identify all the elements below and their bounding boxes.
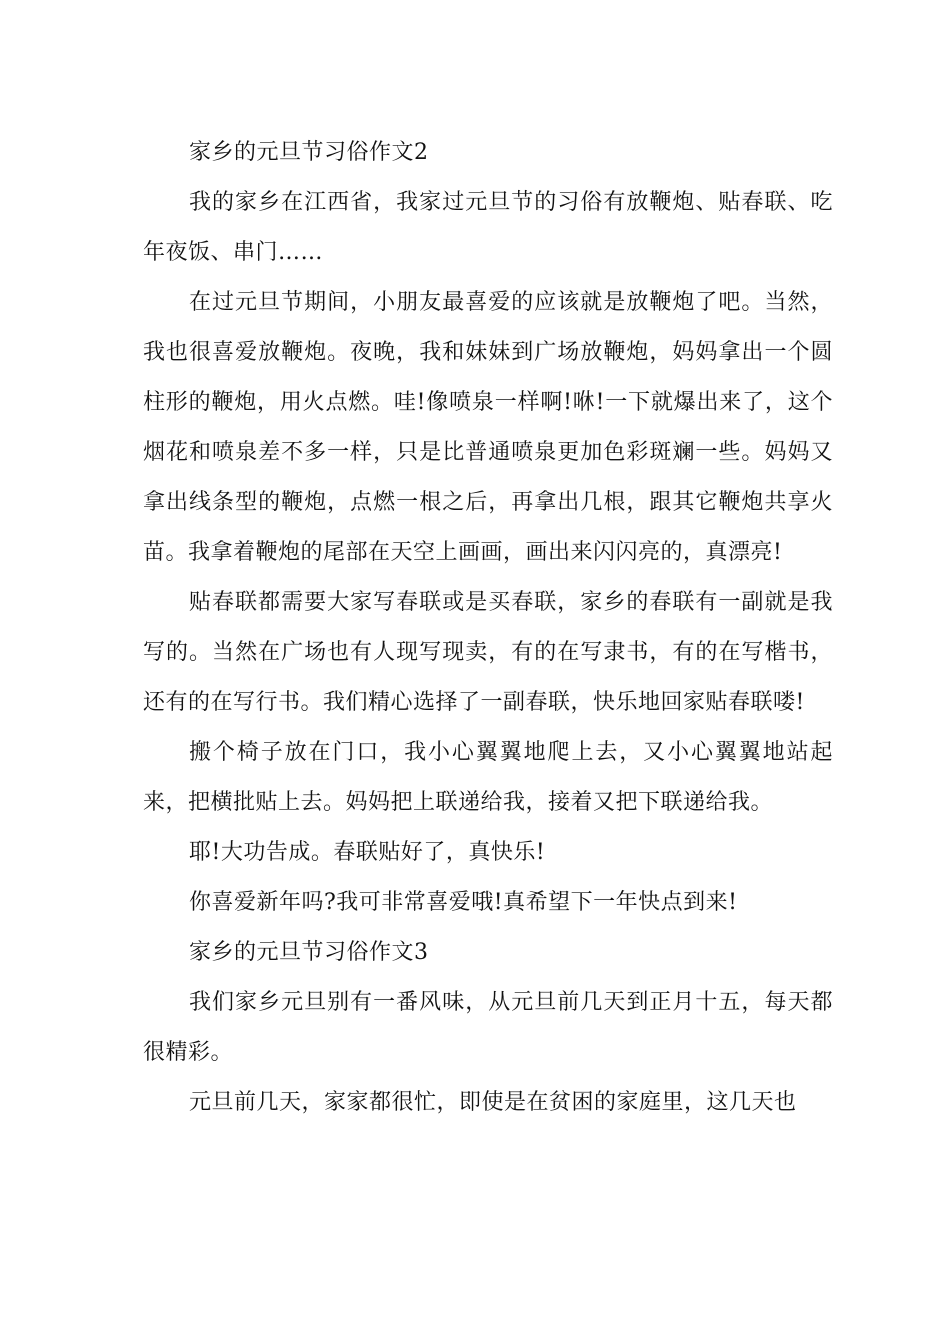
paragraph: 贴春联都需要大家写春联或是买春联，家乡的春联有一副就是我写的。当然在广场也有人现写现卖，有的在写隶书，有的在写楷书，还有的在写行书。我们精心选择了一副春联，快乐地回家贴春联喽!	[143, 590, 833, 715]
essay-title-3: 家乡的元旦节习俗作文3	[189, 940, 429, 965]
essay-title-2: 家乡的元旦节习俗作文2	[189, 140, 429, 165]
paragraph: 元旦前几天，家家都很忙，即使是在贫困的家庭里，这几天也	[189, 1090, 797, 1115]
document-body	[143, 128, 833, 1128]
paragraph: 耶!大功告成。春联贴好了，真快乐!	[189, 840, 546, 865]
paragraph: 我们家乡元旦别有一番风味，从元旦前几天到正月十五，每天都很精彩。	[143, 990, 833, 1065]
paragraph: 我的家乡在江西省，我家过元旦节的习俗有放鞭炮、贴春联、吃年夜饭、串门……	[143, 190, 833, 265]
paragraph: 搬个椅子放在门口，我小心翼翼地爬上去，又小心翼翼地站起来，把横批贴上去。妈妈把上联递给我，接着又把下联递给我。	[143, 740, 833, 815]
paragraph: 你喜爱新年吗?我可非常喜爱哦!真希望下一年快点到来!	[189, 890, 738, 915]
paragraph: 在过元旦节期间，小朋友最喜爱的应该就是放鞭炮了吧。当然，我也很喜爱放鞭炮。夜晚，我和妹妹到广场放鞭炮，妈妈拿出一个圆柱形的鞭炮，用火点燃。哇!像喷泉一样啊!咻!一下就爆出来了，这个烟花和喷泉差不多一样，只是比普通喷泉更加色彩斑斓一些。妈妈又拿出线条型的鞭炮，点燃一根之后，再拿出几根，跟其它鞭炮共享火苗。我拿着鞭炮的尾部在天空上画画，画出来闪闪亮的，真漂亮!	[143, 290, 833, 565]
